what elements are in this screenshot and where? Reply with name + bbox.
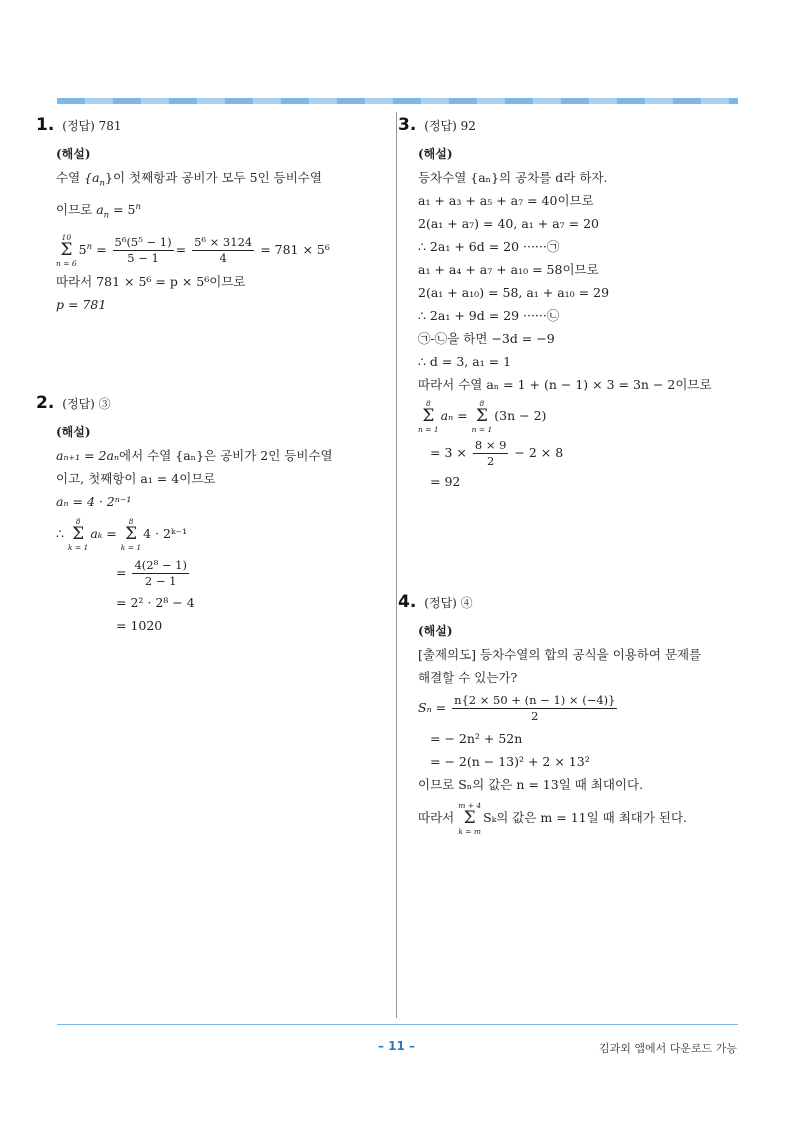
problem-number: 3. [398,115,417,135]
solution-line: aₙ₊₁ = 2aₙ에서 수열 {aₙ}은 공비가 2인 등비수열 [56,448,333,463]
solution-line: = $\frac{\text{4(2⁸ − 1)}}{2 - 1}$ [116,558,187,588]
solution-line: ∴ d = 3, a₁ = 1 [418,354,512,369]
solution-line: 따라서 781 × 5⁶ = p × 5⁶이므로 [56,274,246,290]
fraction: $\frac{\text{5⁶ × 3124}}{4}$ [194,235,253,266]
sigma: 8 Σ k = 1 [120,517,142,552]
sum-equation: 10 Σ n = 6 $5^n$ = $\frac{\text{5⁶(5⁵ − 1)}}{5 - 1}$ = $\frac{\text{5⁶ × 3124}}{4}$ = 781 × 5⁶ [56,233,330,269]
problem-number: 4. [398,592,417,612]
sigma: 8 Σ n = 1 [418,399,439,434]
solution-label: (해설) [56,425,91,439]
solution-line: ∴ 2a₁ + 9d = 29 ······㉡ [418,308,560,323]
solution-line: 따라서 수열 aₙ = 1 + (n − 1) × 3 = 3n − 2이므로 [418,377,712,392]
solution-line: 2(a₁ + a₇) = 40, a₁ + a₇ = 20 [418,216,599,231]
solution-label: (해설) [418,147,453,161]
sum-equation: ∴ 8 Σ k = 1 aₖ = 8 Σ k = 1 4 · 2ᵏ⁻¹ [56,517,188,552]
solution-line: Sₙ = $\frac{n\{2 \times 50 + (n - 1) \times (-4)\}}{2}$ [418,693,616,723]
solution-label: (해설) [418,624,453,638]
solution-line: a₁ + a₄ + a₇ + a₁₀ = 58이므로 [418,262,599,277]
problem-number: 2. [36,393,55,413]
solution-line: 이므로 $a_n = 5^n$ [56,201,141,221]
solution-label: (해설) [56,147,91,161]
solution [56,143,330,316]
page-number: – 11 – [377,1039,416,1053]
solution-line: = 1020 [116,618,163,633]
problem-1 [36,115,330,316]
problem-number: 1. [36,115,55,135]
sum-equation: 8 Σ n = 1 aₙ = 8 Σ n = 1 (3n − 2) [418,399,547,434]
solution [418,143,712,493]
solution-line: ㉠-㉡을 하면 −3d = −9 [418,331,555,346]
solution-line: [출제의도] 등차수열의 합의 공식을 이용하여 문제를 [418,647,702,662]
solution-line: aₙ = 4 · 2ⁿ⁻¹ [56,494,132,509]
solution-line: 등차수열 {aₙ}의 공차를 d라 하자. [418,170,608,185]
solution-line: ∴ 2a₁ + 6d = 20 ······㉠ [418,239,560,254]
sigma: m + 4 Σ k = m [458,801,482,836]
fraction: $\frac{\text{4(2⁸ − 1)}}{2 - 1}$ [134,558,187,588]
problem-4 [398,592,701,840]
header-bar [57,98,738,104]
solution [418,620,701,840]
solution-line: p = 781 [56,297,107,313]
fraction: $\frac{8 \times 9}{2}$ [474,438,507,468]
sigma: 8 Σ k = 1 [67,517,89,552]
footer-note: 김과외 앱에서 다운로드 가능 [598,1042,737,1055]
answer: (정답) ④ [424,596,473,610]
fraction: $\frac{n\{2 \times 50 + (n - 1) \times (-4)\}}{2}$ [454,693,616,723]
solution-line: 이고, 첫째항이 a₁ = 4이므로 [56,471,216,486]
solution-line: 해결할 수 있는가? [418,670,518,685]
solution [56,421,333,637]
solution-line: = 3 × $\frac{8 \times 9}{2}$ − 2 × 8 [430,438,564,468]
sigma: 10 Σ n = 6 [56,233,77,269]
solution-line: = 2² · 2⁸ − 4 [116,595,195,610]
answer: (정답) 781 [62,119,122,133]
answer: (정답) ③ [62,397,111,411]
solution-line: a₁ + a₃ + a₅ + a₇ = 40이므로 [418,193,594,208]
sum-equation: 따라서 m + 4 Σ k = m Sₖ의 값은 m = 11일 때 최대가 된다. [418,801,688,836]
solution-line: = − 2(n − 13)² + 2 × 13² [430,754,590,769]
sigma: 8 Σ n = 1 [471,399,493,434]
solution-line: 이므로 Sₙ의 값은 n = 13일 때 최대이다. [418,777,644,792]
footer-line [57,1024,738,1025]
solution-line: 2(a₁ + a₁₀) = 58, a₁ + a₁₀ = 29 [418,285,610,300]
problem-2 [36,393,333,637]
column-divider [396,112,397,1018]
problem-3 [398,115,712,493]
answer: (정답) 92 [424,119,476,133]
fraction: $\frac{\text{5⁶(5⁵ − 1)}}{5 - 1}$ [114,235,172,266]
solution-line: = 92 [430,474,461,489]
solution-line: = − 2n² + 52n [430,731,523,746]
solution-line: 수열 $\{a_n\}$이 첫째항과 공비가 모두 5인 등비수열 [56,170,322,189]
